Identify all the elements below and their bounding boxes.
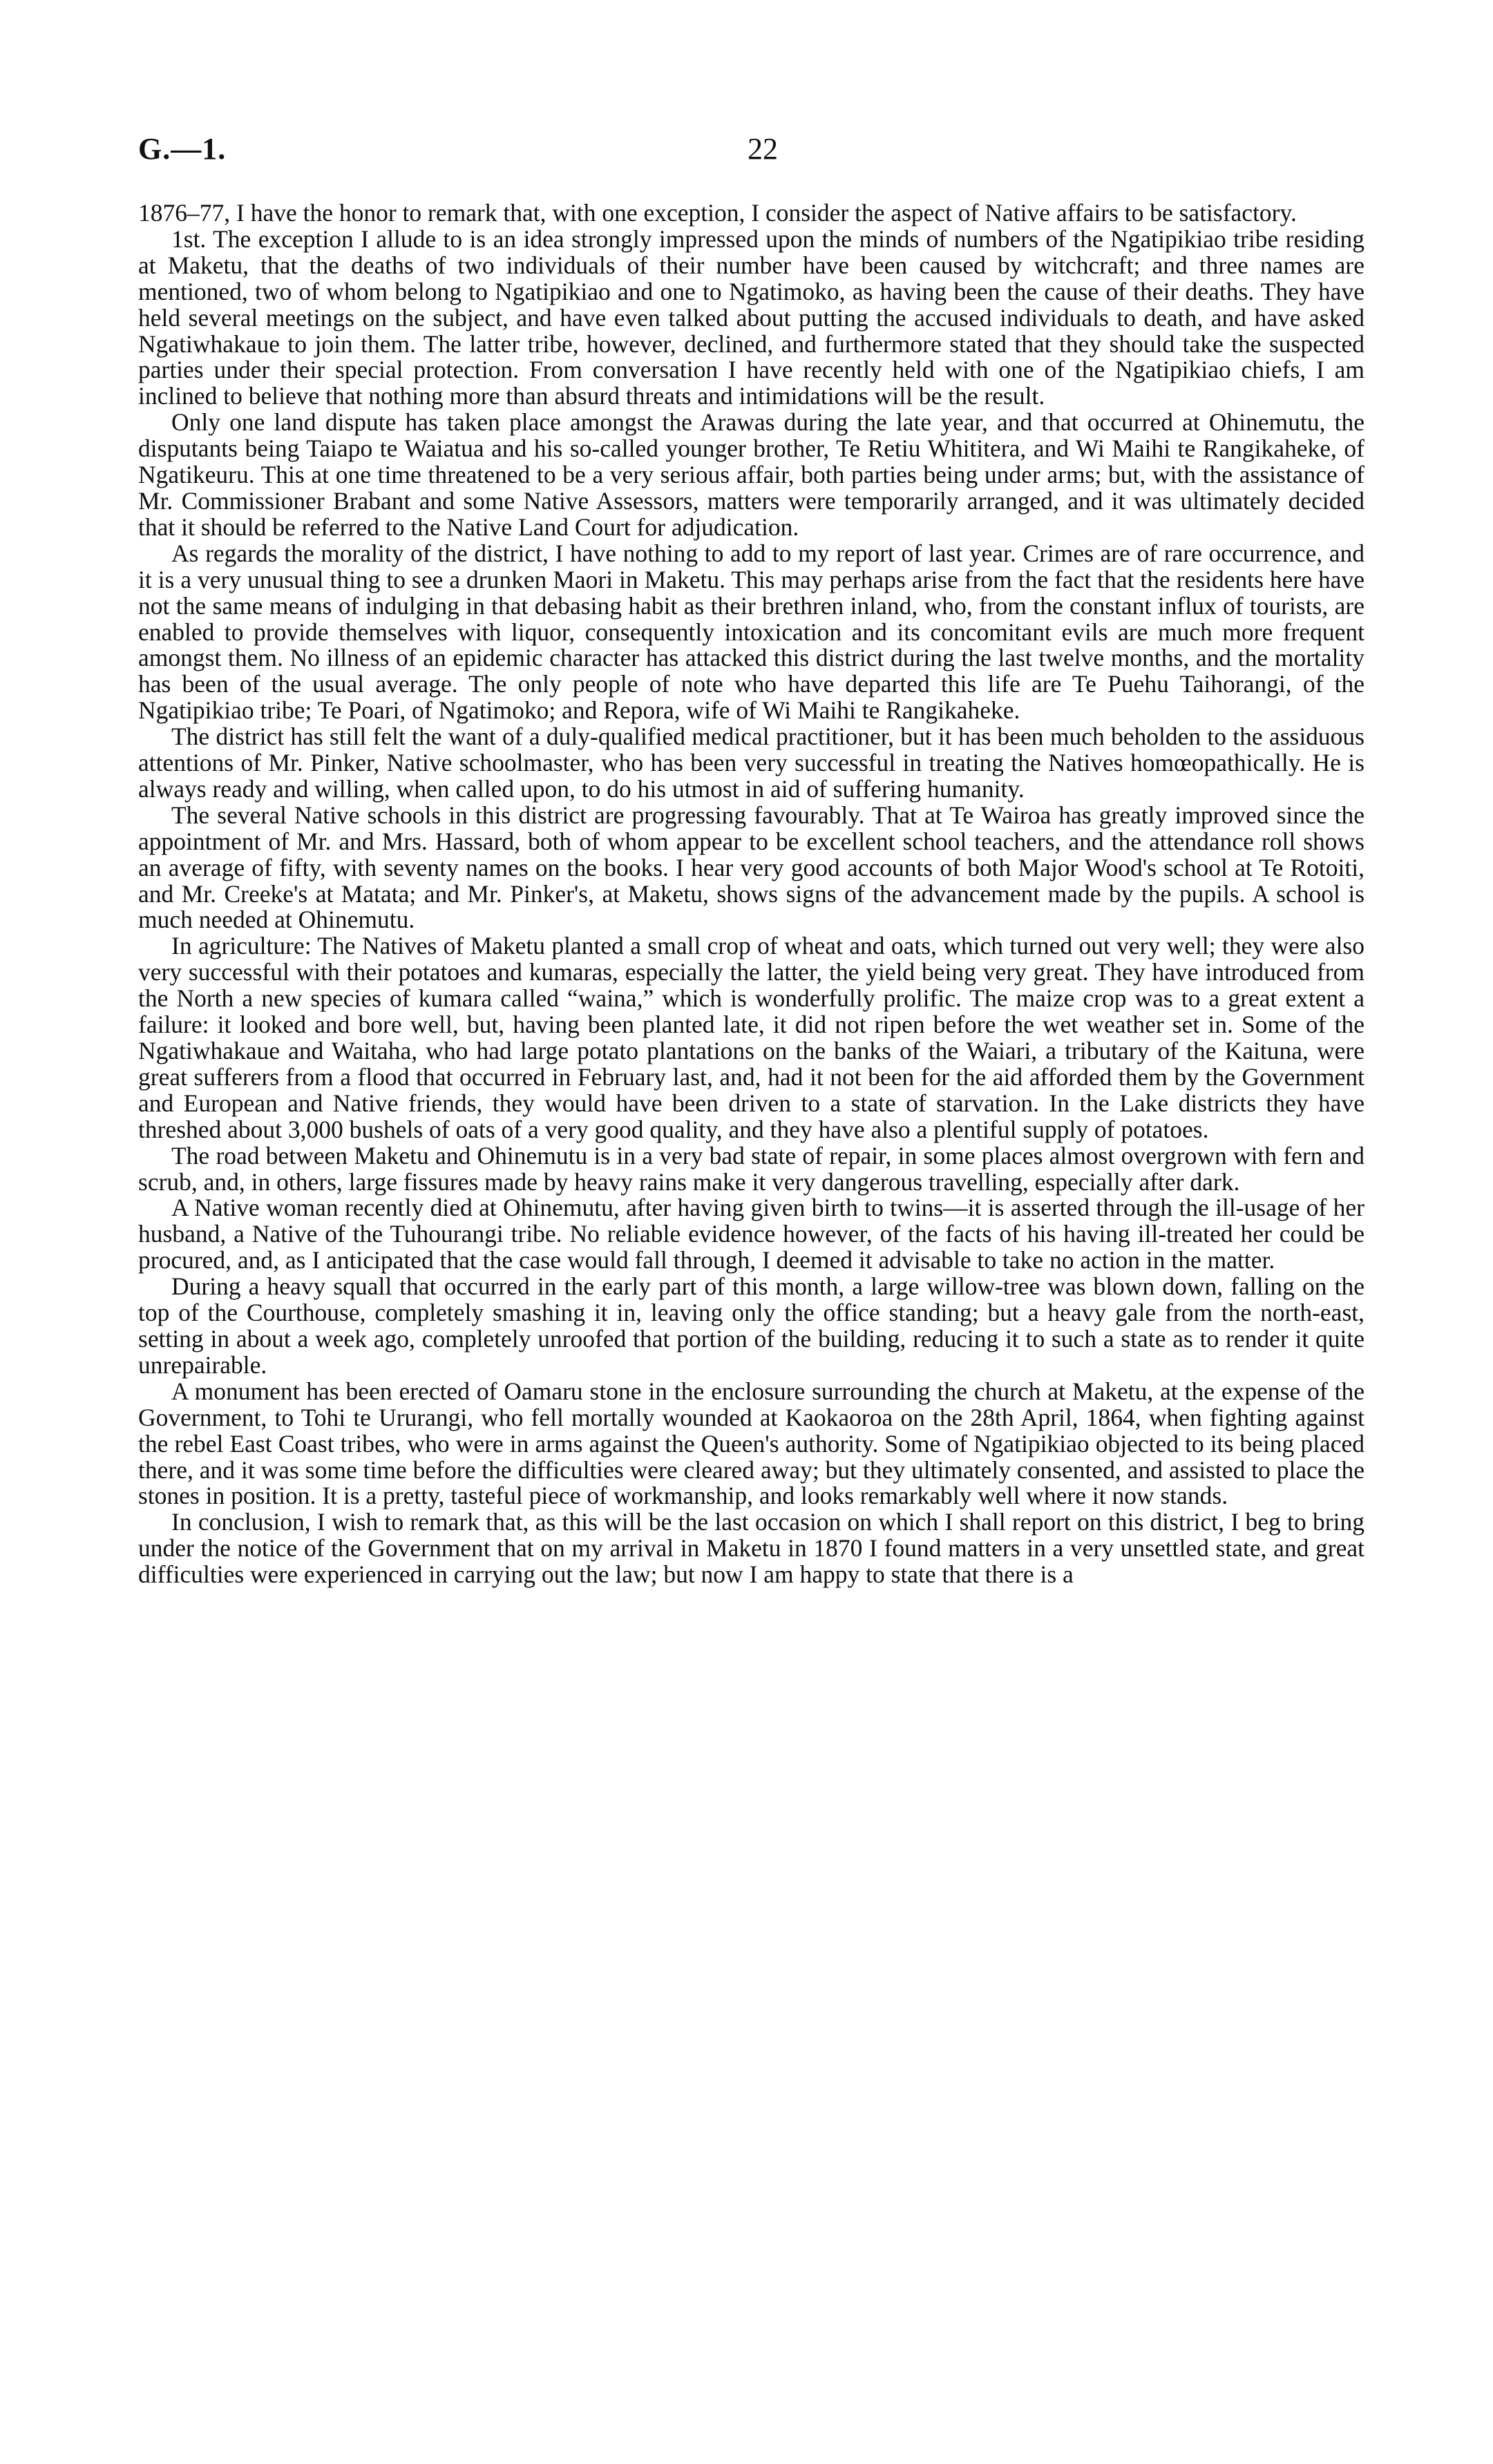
body-text: [138, 200, 1364, 1588]
paragraph: A Native woman recently died at Ohinemutu, after having given birth to twins—it is asserted through the ill-usage of her husband, a Native of the Tuhourangi tribe. No reliable evidence however, of the facts of his having ill-treated her could be procured, and, as I anticipated that the case would fall through, I deemed it advisable to take no action in the matter.: [138, 1194, 1364, 1274]
paragraph: In agriculture: The Natives of Maketu planted a small crop of wheat and oats, which turned out very well; they were also very successful with their potatoes and kumaras, especially the latter, the yield being very great. They have introduced from the North a new species of kumara called “waina,” which is wonderfully prolific. The maize crop was to a great extent a failure: it looked and bore well, but, having been planted late, it did not ripen before the wet weather set in. Some of the Ngatiwhakaue and Waitaha, who had large potato plantations on the banks of the Waiari, a tributary of the Kaituna, were great sufferers from a flood that occurred in February last, and, had it not been for the aid afforded them by the Government and European and Native friends, they would have been driven to a state of starvation. In the Lake districts they have threshed about 3,000 bushels of oats of a very good quality, and they have also a plentiful supply of potatoes.: [138, 932, 1364, 1143]
paragraph: The road between Maketu and Ohinemutu is in a very bad state of repair, in some places almost overgrown with fern and scrub, and, in others, large fissures made by heavy rains make it very dangerous travelling, especially after dark.: [138, 1141, 1364, 1196]
document-page: [138, 131, 1364, 1588]
paragraph: In conclusion, I wish to remark that, as this will be the last occasion on which I shall report on this district, I beg to bring under the notice of the Government that on my arrival in Maketu in 1870 I found matters in a very unsettled state, and great difficulties were experienced in carrying out the law; but now I am happy to state that there is a: [138, 1508, 1364, 1589]
paragraph: 1876–77, I have the honor to remark that, with one exception, I consider the aspect of Native affairs to be satisfactory.: [138, 199, 1297, 227]
page-header: [138, 131, 1364, 180]
document-reference: G.—1.: [138, 132, 227, 166]
paragraph: As regards the morality of the district, I have nothing to add to my report of last year. Crimes are of rare occurrence, and it is a very unusual thing to see a drunken Maori in Maketu. This may perhaps arise from the fact that the residents here have not the same means of indulging in that debasing habit as their brethren inland, who, from the constant influx of tourists, are enabled to provide themselves with liquor, consequently intoxication and its concomitant evils are much more frequent amongst them. No illness of an epidemic character has attacked this district during the last twelve months, and the mortality has been of the usual average. The only people of note who have departed this life are Te Puehu Taihorangi, of the Ngatipikiao tribe; Te Poari, of Ngatimoko; and Repora, wife of Wi Maihi te Rangikaheke.: [138, 539, 1364, 725]
paragraph: Only one land dispute has taken place amongst the Arawas during the late year, and that occurred at Ohinemutu, the disputants being Taiapo te Waiatua and his so-called younger brother, Te Retiu Whititera, and Wi Maihi te Rangikaheke, of Ngatikeuru. This at one time threatened to be a very serious affair, both parties being under arms; but, with the assistance of Mr. Commissioner Brabant and some Native Assessors, matters were temporarily arranged, and it was ultimately decided that it should be referred to the Native Land Court for adjudication.: [138, 408, 1364, 541]
paragraph: The district has still felt the want of a duly-qualified medical practitioner, but it has been much beholden to the assiduous attentions of Mr. Pinker, Native schoolmaster, who has been very successful in treating the Natives homœopathically. He is always ready and willing, when called upon, to do his utmost in aid of suffering humanity.: [138, 723, 1364, 803]
paragraph: 1st. The exception I allude to is an idea strongly impressed upon the minds of numbers of the Ngatipikiao tribe residing at Maketu, that the deaths of two individuals of their number have been caused by witchcraft; and three names are mentioned, two of whom belong to Ngatipikiao and one to Ngatimoko, as having been the cause of their deaths. They have held several meetings on the subject, and have even talked about putting the accused individuals to death, and have asked Ngatiwhakaue to join them. The latter tribe, however, declined, and furthermore stated that they should take the suspected parties under their special protection. From conversation I have recently held with one of the Ngatipikiao chiefs, I am inclined to believe that nothing more than absurd threats and intimidations will be the result.: [138, 225, 1364, 410]
paragraph: A monument has been erected of Oamaru stone in the enclosure surrounding the church at Maketu, at the expense of the Government, to Tohi te Ururangi, who fell mortally wounded at Kaokaoroa on the 28th April, 1864, when fighting against the rebel East Coast tribes, who were in arms against the Queen's authority. Some of Ngatipikiao objected to its being placed there, and it was some time before the difficulties were cleared away; but they ultimately consented, and assisted to place the stones in position. It is a pretty, tasteful piece of workmanship, and looks remarkably well where it now stands.: [138, 1377, 1364, 1510]
paragraph: During a heavy squall that occurred in the early part of this month, a large willow-tree was blown down, falling on the top of the Courthouse, completely smashing it in, leaving only the office standing; but a heavy gale from the north-east, setting in about a week ago, completely unroofed that portion of the building, reducing it to such a state as to render it quite unrepairable.: [138, 1272, 1364, 1379]
paragraph: The several Native schools in this district are progressing favourably. That at Te Wairoa has greatly improved since the appointment of Mr. and Mrs. Hassard, both of whom appear to be excellent school teachers, and the attendance roll shows an average of fifty, with seventy names on the books. I hear very good accounts of both Major Wood's school at Te Rotoiti, and Mr. Creeke's at Matata; and Mr. Pinker's, at Maketu, shows signs of the advancement made by the pupils. A school is much needed at Ohinemutu.: [138, 801, 1364, 934]
page-number: 22: [748, 132, 778, 166]
